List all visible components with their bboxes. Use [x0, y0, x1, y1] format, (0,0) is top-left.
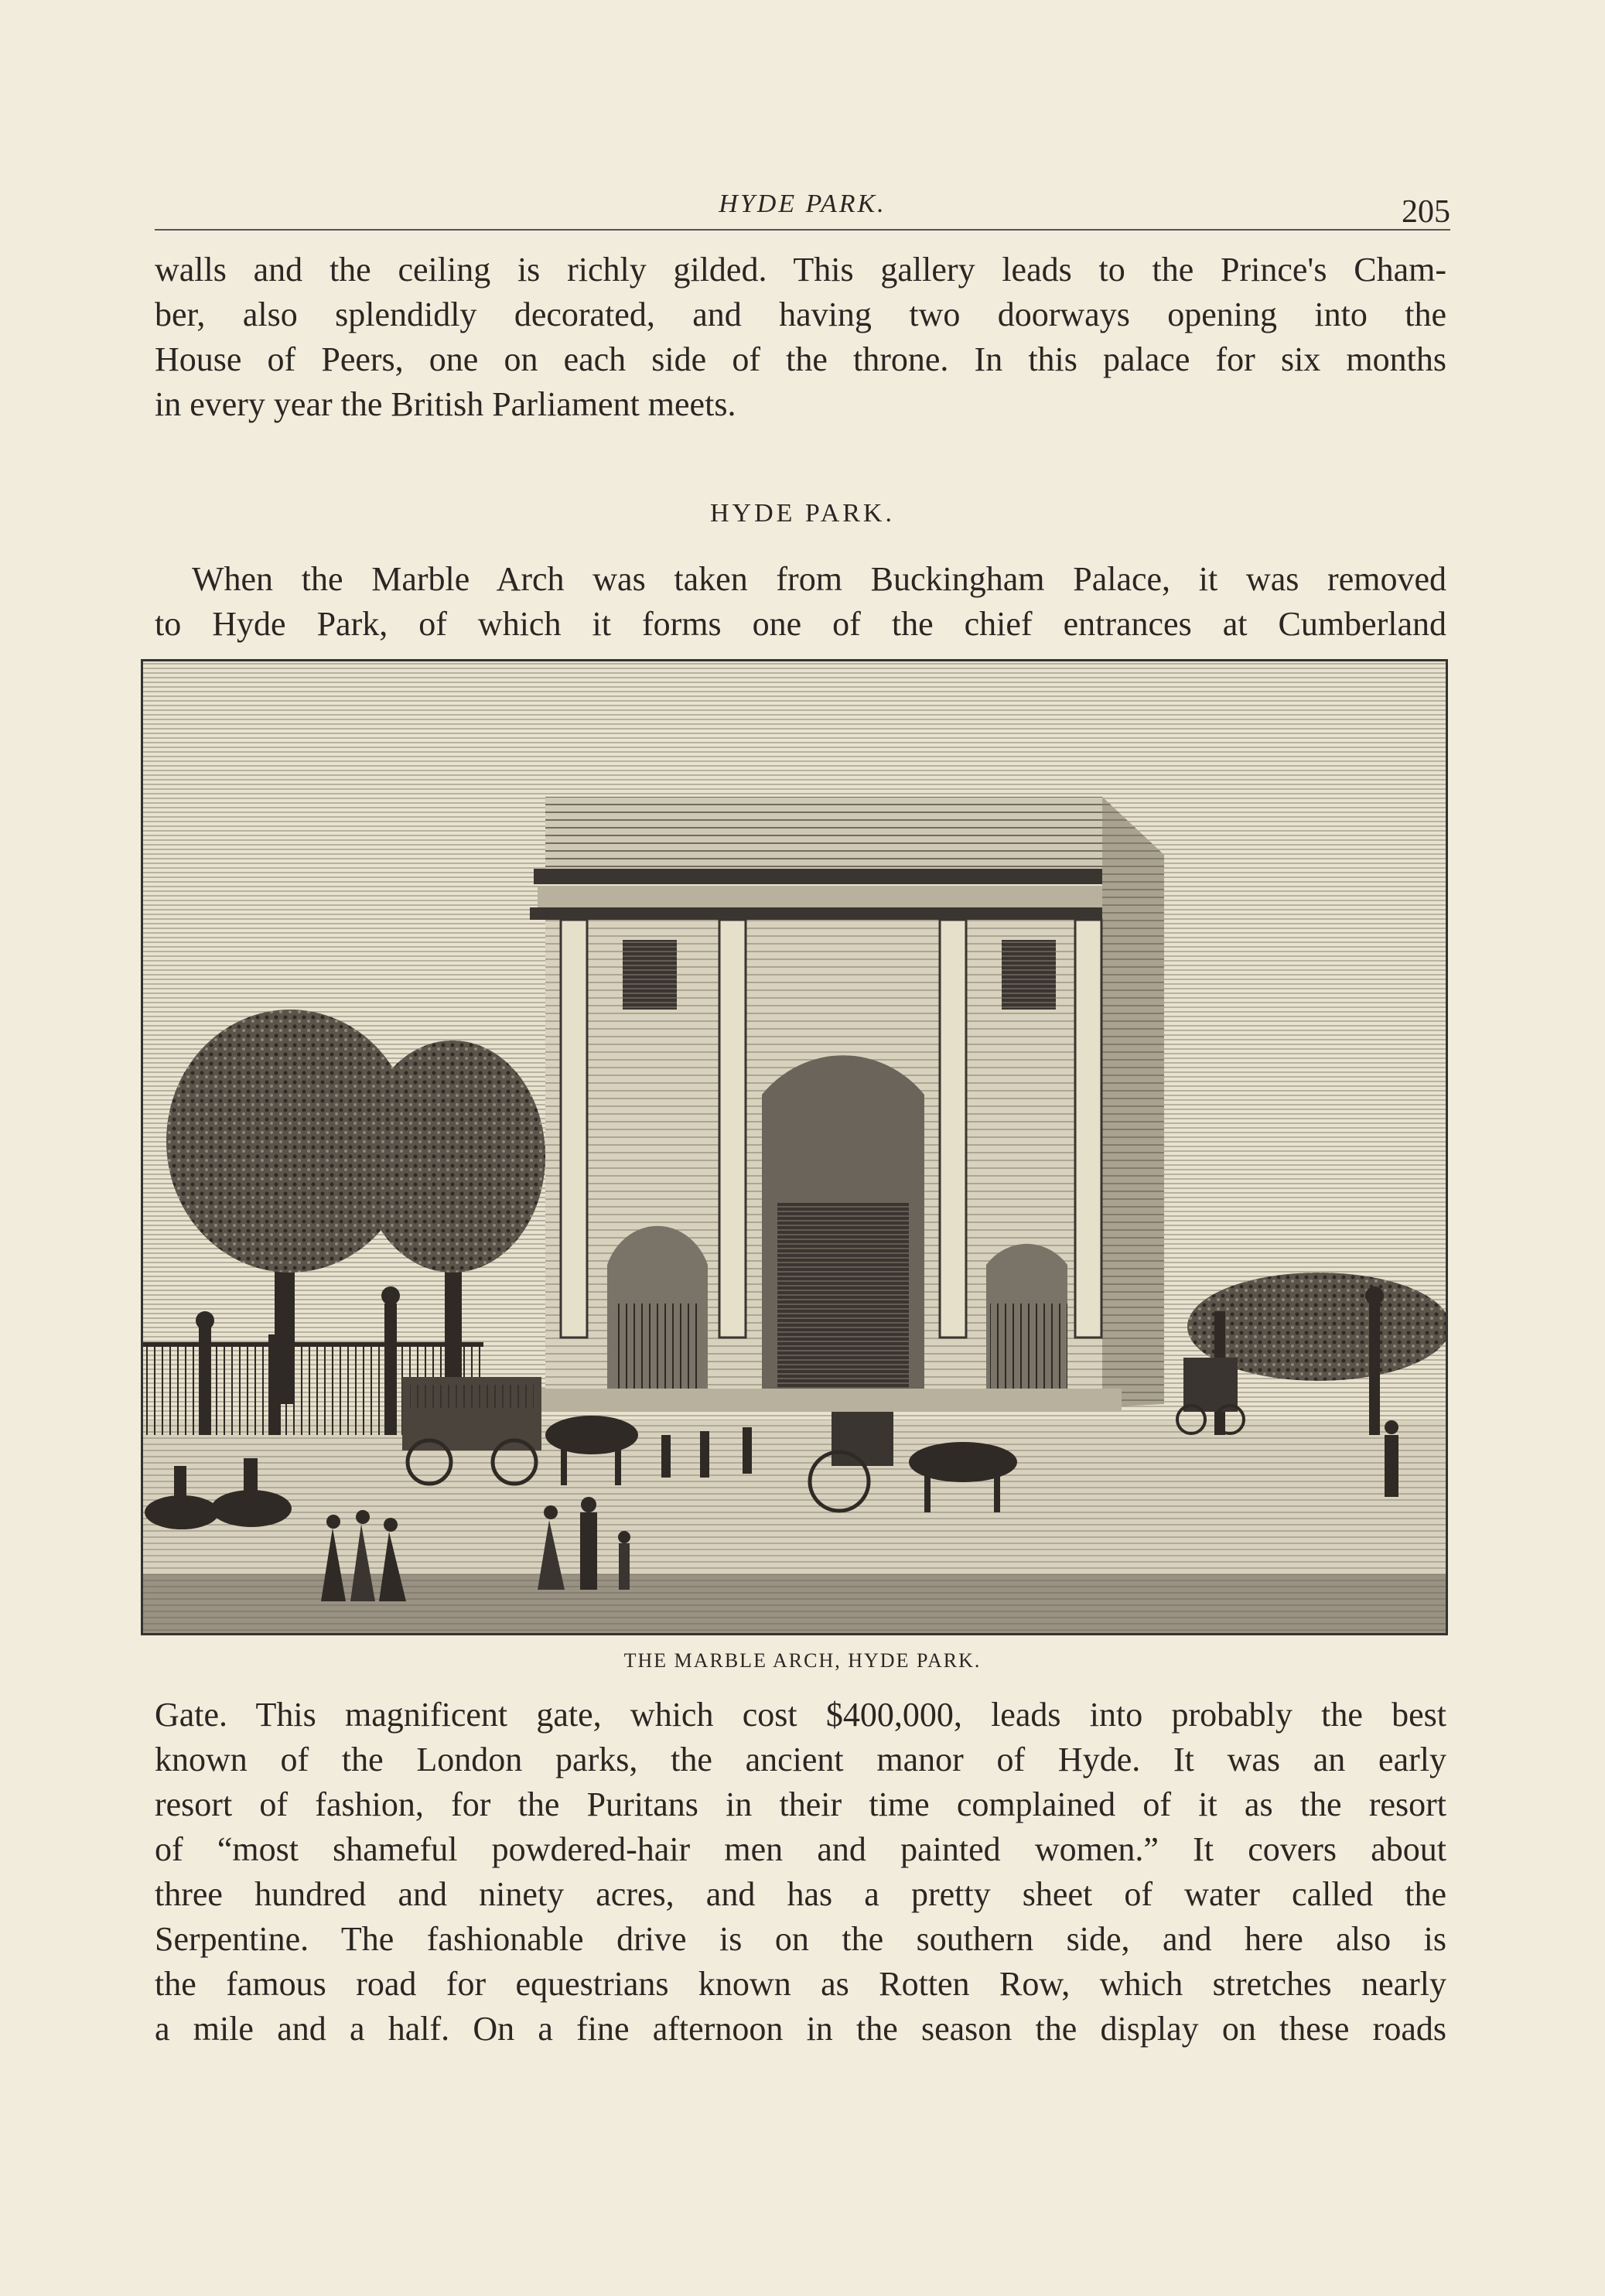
marble-arch — [530, 797, 1164, 1412]
marble-arch-engraving — [141, 659, 1448, 1635]
paragraph-top — [155, 248, 1446, 427]
text-line: When the Marble Arch was taken from Buckingham Palace, it was removed — [192, 560, 1446, 598]
text-line: in every year the British Parliament meets. — [155, 385, 736, 423]
text-line: walls and the ceiling is richly gilded. This gallery leads to the Prince's Cham- — [155, 251, 1446, 289]
text-line: ber, also splendidly decorated, and having two doorways opening into the — [155, 296, 1446, 333]
text-line: Gate. This magnificent gate, which cost $400,000, leads into probably the best — [155, 1696, 1446, 1734]
text-line: resort of fashion, for the Puritans in their time complained of it as the resort — [155, 1785, 1446, 1823]
text-line: Serpentine. The fashionable drive is on the southern side, and here also is — [155, 1920, 1446, 1958]
text-line: known of the London parks, the ancient manor of Hyde. It was an early — [155, 1741, 1446, 1778]
illustration-caption: THE MARBLE ARCH, HYDE PARK. — [623, 1649, 982, 1672]
text-line: of “most shameful powdered-hair men and painted women.” It covers about — [155, 1830, 1446, 1868]
paragraph-main — [155, 1693, 1446, 2052]
page-number: 205 — [1402, 194, 1450, 230]
engraving-drawing — [143, 661, 1446, 1633]
paragraph-intro — [155, 557, 1446, 647]
text-line: the famous road for equestrians known as Rotten Row, which stretches nearly — [155, 1965, 1446, 2003]
text-line: to Hyde Park, of which it forms one of the chief entrances at Cumberland — [155, 605, 1446, 643]
text-line: a mile and a half. On a fine afternoon in the season the display on these roads — [155, 2010, 1446, 2048]
running-title: HYDE PARK. — [719, 190, 886, 218]
text-line: three hundred and ninety acres, and has a pretty sheet of water called the — [155, 1875, 1446, 1913]
section-heading: HYDE PARK. — [709, 499, 895, 528]
text-line: House of Peers, one on each side of the throne. In this palace for six months — [155, 340, 1446, 378]
header-rule — [155, 229, 1450, 231]
